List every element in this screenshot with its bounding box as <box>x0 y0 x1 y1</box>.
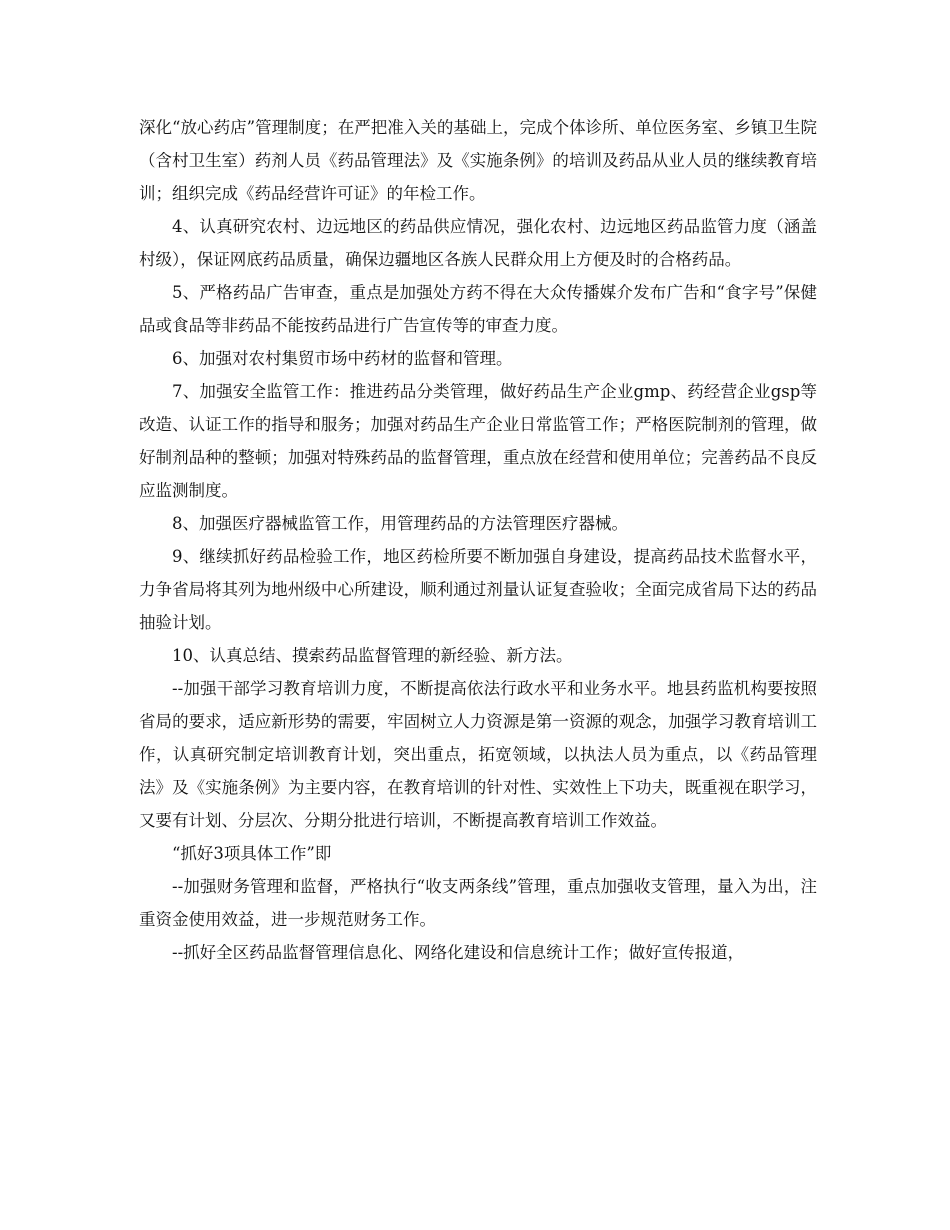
paragraph-item-10: 10、认真总结、摸索药品监督管理的新经验、新方法。 <box>172 646 573 665</box>
paragraph-item-6: 6、加强对农村集贸市场中药材的监督和管理。 <box>172 349 513 368</box>
paragraph-item-9: 9、继续抓好药品检验工作，地区药检所要不断加强自身建设，提高药品技术监督水平，力争省局将其列为地州级中心所建设，顺利通过剂量认证复查验收；全面完成省局下达的药品抽验计划。 <box>139 547 817 632</box>
paragraph-item-7: 7、加强安全监管工作：推进药品分类管理，做好药品生产企业gmp、药经营企业gsp等改造、认证工作的指导和服务；加强对药品生产企业日常监管工作；严格医院制剂的管理，做好制剂品种的整顿；加强对特殊药品的监督管理，重点放在经营和使用单位；完善药品不良反应监测制度。 <box>139 382 817 500</box>
paragraph-continuation: 深化“放心药店”管理制度；在严把准入关的基础上，完成个体诊所、单位医务室、乡镇卫生院（含村卫生室）药剂人员《药品管理法》及《实施条例》的培训及药品从业人员的继续教育培训；组织完成《药品经营许可证》的年检工作。 <box>139 118 817 203</box>
paragraph-three-tasks-heading: “抓好3项具体工作”即 <box>172 844 332 863</box>
paragraph-training: --加强干部学习教育培训力度，不断提高依法行政水平和业务水平。地县药监机构要按照省局的要求，适应新形势的需要，牢固树立人力资源是第一资源的观念，加强学习教育培训工作，认真研究制定培训教育计划，突出重点，拓宽领域，以执法人员为重点，以《药品管理法》及《实施条例》为主要内容，在教育培训的针对性、实效性上下功夫，既重视在职学习，又要有计划、分层次、分期分批进行培训，不断提高教育培训工作效益。 <box>139 679 817 830</box>
paragraph-item-4: 4、认真研究农村、边远地区的药品供应情况，强化农村、边远地区药品监管力度（涵盖村级），保证网底药品质量，确保边疆地区各族人民群众用上方便及时的合格药品。 <box>139 217 817 269</box>
document-body <box>139 111 817 969</box>
paragraph-item-8: 8、加强医疗器械监管工作，用管理药品的方法管理医疗器械。 <box>172 514 628 533</box>
paragraph-informatization: --抓好全区药品监督管理信息化、网络化建设和信息统计工作；做好宣传报道， <box>172 943 745 962</box>
paragraph-finance: --加强财务管理和监督，严格执行“收支两条线”管理，重点加强收支管理，量入为出，注重资金使用效益，进一步规范财务工作。 <box>139 877 817 929</box>
paragraph-item-5: 5、严格药品广告审查，重点是加强处方药不得在大众传播媒介发布广告和“食字号”保健品或食品等非药品不能按药品进行广告宣传等的审查力度。 <box>139 283 817 335</box>
